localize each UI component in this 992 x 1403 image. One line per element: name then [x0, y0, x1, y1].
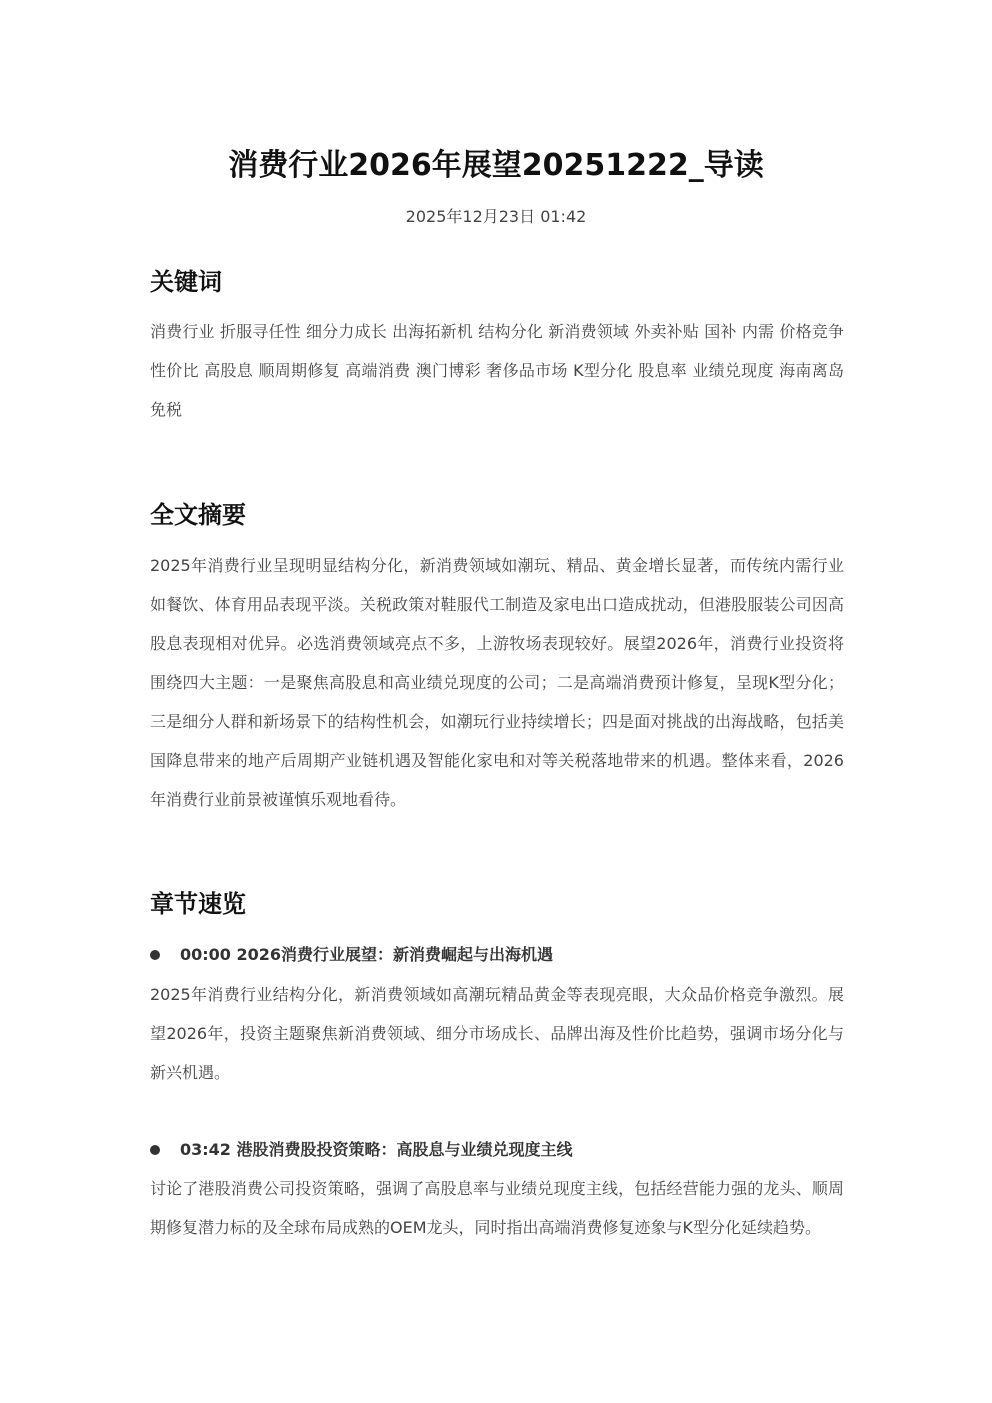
chapter-text: 讨论了港股消费公司投资策略，强调了高股息率与业绩兑现度主线，包括经营能力强的龙头、顺周期修复潜力标的及全球布局成熟的OEM龙头，同时指出高端消费修复迹象与K型分化延续趋势。 [150, 1179, 844, 1237]
document-datetime: 2025年12月23日 01:42 [405, 207, 587, 226]
bullet-icon [150, 1145, 160, 1155]
bullet-icon [150, 950, 160, 960]
chapter-time: 03:42 [180, 1140, 231, 1159]
keywords-text: 消费行业 折服寻任性 细分力成长 出海拓新机 结构分化 新消费领域 外卖补贴 国补 内需 价格竞争 性价比 高股息 顺周期修复 高端消费 澳门博彩 奢侈品市场 K型分化 股息率 业绩兑现度 海南离岛免税 [150, 322, 844, 419]
document-title: 消费行业2026年展望20251222_导读 [228, 148, 764, 183]
summary-text: 2025年消费行业呈现明显结构分化，新消费领域如潮玩、精品、黄金增长显著，而传统内需行业如餐饮、体育用品表现平淡。关税政策对鞋服代工制造及家电出口造成扰动，但港股服装公司因高股息表现相对优异。必选消费领域亮点不多，上游牧场表现较好。展望2026年，消费行业投资将围绕四大主题：一是聚焦高股息和高业绩兑现度的公司；二是高端消费预计修复，呈现K型分化；三是细分人群和新场景下的结构性机会，如潮玩行业持续增长；四是面对挑战的出海战略，包括美国降息带来的地产后周期产业链机遇及智能化家电和对等关税落地带来的机遇。整体来看，2026年消费行业前景被谨慎乐观地看待。 [150, 556, 844, 809]
summary-heading: 全文摘要 [150, 501, 246, 529]
chapter-text: 2025年消费行业结构分化，新消费领域如高潮玩精品黄金等表现亮眼，大众品价格竞争激烈。展望2026年，投资主题聚焦新消费领域、细分市场成长、品牌出海及性价比趋势，强调市场分化与新兴机遇。 [150, 985, 844, 1082]
chapter-heading-text [180, 942, 553, 968]
chapter-heading-text [180, 1137, 573, 1163]
keywords-heading: 关键词 [150, 268, 222, 296]
chapter-title: 港股消费股投资策略：高股息与业绩兑现度主线 [236, 1140, 573, 1159]
chapter-title: 2026消费行业展望：新消费崛起与出海机遇 [236, 945, 554, 964]
chapter-heading [150, 942, 844, 968]
chapter-heading [150, 1137, 844, 1163]
chapters-heading: 章节速览 [150, 890, 246, 918]
chapter-time: 00:00 [180, 945, 231, 964]
